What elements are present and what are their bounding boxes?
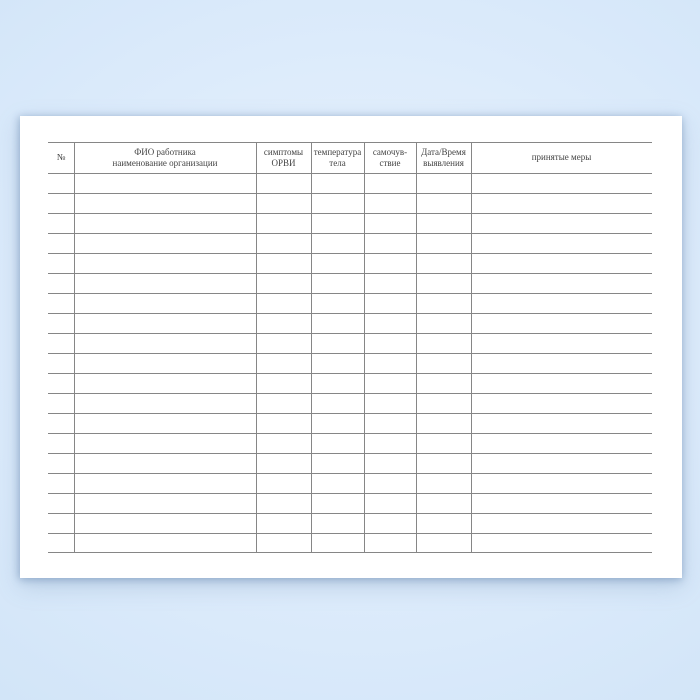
table-row	[48, 233, 652, 253]
table-row	[48, 433, 652, 453]
grid-line-horizontal	[48, 293, 652, 294]
table-row	[48, 373, 652, 393]
column-header-label: ствие	[379, 157, 401, 168]
grid-line-vertical	[364, 142, 365, 552]
table-row	[48, 413, 652, 433]
table-row	[48, 273, 652, 293]
column-header-label: самочув-	[372, 147, 408, 157]
table-row	[48, 473, 652, 493]
column-header-measures	[471, 142, 652, 173]
table-row	[48, 173, 652, 193]
column-header-wellbeing	[364, 142, 416, 173]
grid-line-horizontal	[48, 313, 652, 314]
registration-table	[20, 116, 682, 578]
table-row	[48, 333, 652, 353]
grid-line-horizontal	[48, 173, 652, 174]
table-row	[48, 313, 652, 333]
grid-line-vertical	[471, 142, 472, 552]
grid-line-horizontal	[48, 193, 652, 194]
column-header-label: тела	[329, 157, 346, 168]
column-header-label: выявления	[423, 157, 464, 168]
column-header-label: ФИО работника	[134, 147, 196, 157]
grid-line-horizontal	[48, 473, 652, 474]
grid-line-horizontal	[48, 333, 652, 334]
column-header-number	[48, 142, 74, 173]
column-header-employee	[74, 142, 256, 173]
grid-line-horizontal	[48, 353, 652, 354]
grid-line-horizontal	[48, 413, 652, 414]
table-row	[48, 493, 652, 513]
grid-line-horizontal	[48, 273, 652, 274]
column-header-label: наименование организации	[112, 157, 218, 168]
table-row	[48, 393, 652, 413]
grid-line-horizontal	[48, 433, 652, 434]
column-header-temperature	[311, 142, 364, 173]
table-row	[48, 293, 652, 313]
column-header-symptoms	[256, 142, 311, 173]
grid-line-horizontal	[48, 213, 652, 214]
column-header-label: температура	[313, 147, 362, 157]
grid-line-horizontal	[48, 393, 652, 394]
grid-line-horizontal	[48, 453, 652, 454]
grid-line-vertical	[74, 142, 75, 552]
table-row	[48, 193, 652, 213]
grid-line-horizontal	[48, 253, 652, 254]
table-row	[48, 533, 652, 552]
grid-line-horizontal	[48, 373, 652, 374]
table-row	[48, 213, 652, 233]
grid-line-horizontal	[48, 533, 652, 534]
grid-line-vertical	[416, 142, 417, 552]
table-row	[48, 513, 652, 533]
column-header-label: Дата/Время	[421, 147, 466, 157]
table-row	[48, 453, 652, 473]
grid-line-vertical	[256, 142, 257, 552]
column-header-label: ОРВИ	[271, 157, 296, 168]
column-header-label: №	[56, 152, 66, 163]
column-header-label: принятые меры	[531, 152, 592, 163]
grid-line-horizontal	[48, 493, 652, 494]
grid-line-horizontal	[48, 513, 652, 514]
table-row	[48, 253, 652, 273]
grid-line-horizontal	[48, 552, 652, 553]
table-row	[48, 353, 652, 373]
column-header-datetime-detected	[416, 142, 471, 173]
column-header-label: симптомы	[263, 147, 304, 157]
grid-line-vertical	[311, 142, 312, 552]
journal-page	[20, 116, 682, 578]
grid-line-horizontal	[48, 233, 652, 234]
